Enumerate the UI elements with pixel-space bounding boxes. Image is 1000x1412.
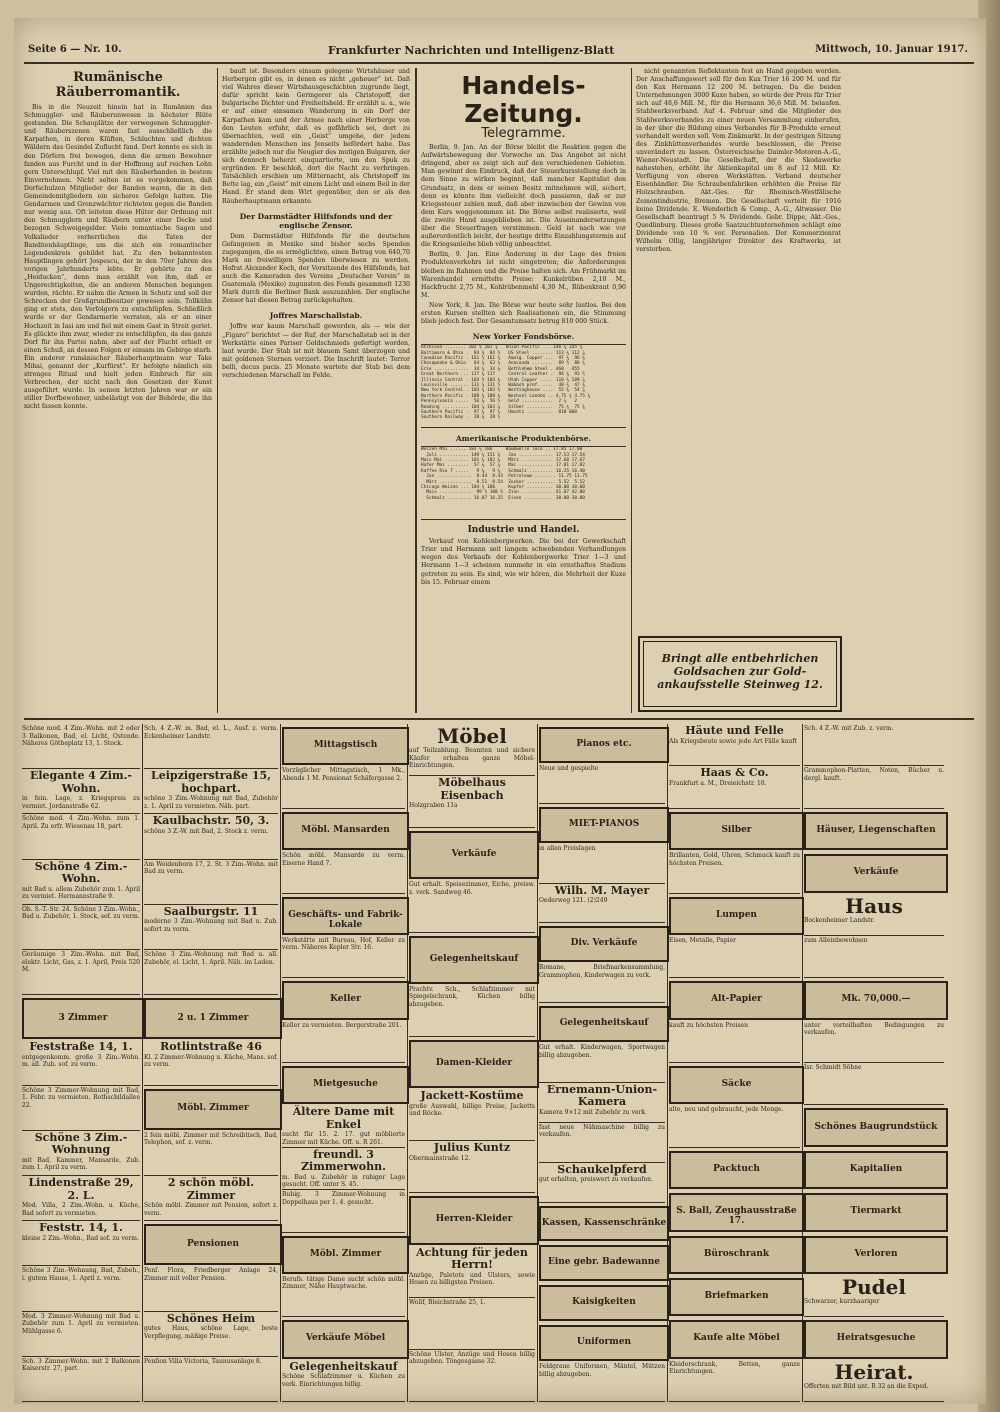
section-title: Industrie und Handel.	[467, 525, 580, 536]
ad-category-label: S. Ball, Zeughausstraße 17.	[676, 1206, 797, 1227]
ad-category-header	[669, 1236, 804, 1274]
ad-category-label: Heiratsgesuche	[836, 1333, 916, 1344]
masthead: Frankfurter Nachrichten und Intelligenz-Blatt	[328, 44, 615, 57]
ad-headline: Julius Kuntz	[433, 1141, 511, 1155]
classified-ad	[539, 764, 665, 804]
classified-ad	[804, 894, 944, 936]
ad-category-header	[669, 897, 804, 935]
classified-ad	[282, 851, 405, 893]
classified-ad	[409, 1350, 535, 1402]
article-title: Rumänische Räuberromantik.	[55, 70, 181, 100]
classified-ad	[409, 1141, 535, 1193]
article-text: New York, 8. Jan. Die Börse war heute sehr lustlos. Bei den ersten Kursen stellten sich Realisationen ein, die Stimmung blieb jedoch fest. Der Gesamtumsatz betrug 810 000 Stück.	[421, 301, 626, 326]
ad-headline: Elegante 4 Zim.-Wohn.	[29, 769, 132, 795]
classified-ad	[539, 963, 665, 1003]
ad-headline: Saalburgstr. 11	[163, 904, 259, 918]
ad-category-header	[539, 1006, 669, 1042]
classified-ad	[409, 985, 535, 1037]
feuilleton-col-1	[24, 68, 212, 713]
classified-ad	[539, 1043, 665, 1083]
classified-ad	[539, 1123, 665, 1163]
page-number: Seite 6 — Nr. 10.	[28, 44, 122, 55]
ad-text: mit Bad, Kammer, Mansarde, Zub. zum 1. April zu verm.	[22, 1156, 140, 1172]
table-title: New Yorker Fondsbörse.	[472, 332, 575, 342]
classified-ad	[804, 1063, 944, 1105]
ad-text: Schöne 3 Zim.-Wohnung, Bad, Zubeh., i. gutem Hause, 1. April z. verm.	[22, 1267, 140, 1282]
ad-category-header	[539, 807, 669, 843]
ad-text: zum Alleinbewohnen	[804, 936, 868, 944]
ad-text: Schöne Ulster, Anzüge und Hosen billig abzugeben. Töngesgasse 32.	[409, 1350, 535, 1366]
ad-category-label: Häuser, Liegenschaften	[816, 824, 936, 835]
classified-ad	[669, 1360, 800, 1402]
ad-text: Ob. S.-T.-Str. 24. Schöne 3 Zim.-Wohn., Bad u. Zubehör, 1. Stock, sof. zu verm.	[22, 905, 140, 921]
article-text: bauft ist. Besonders einsam gelegene Wirtshäuser und Herbergen gibt es, in denen es nicht „geheuer“ ist. Daß viel Wahres dieser Wirtshausgeschichten zugrunde liegt, dafür spricht kein Geringerer als Christopoff, der bulgarische Dichter und Freiheitsheld. Er erzählt u. a., wie er auf einer einsamen Wanderung in ein Dorf der Karpathen kam und der Armee nach einer Herberge von den Leuten erfuhr, daß es gefährlich sei, dort zu übernachten, weil ein „Geist“ umgehe, der jedem wandernden Menschen ins Jenseits befördert habe. Das erzählte jedoch nur die Neugier des mutigen Bulgaren, der sich dennoch beherzt einquartierte, um den Spuk zu ergründen. Er beschloß, dort die Nacht zu verbringen. Tatsächlich erschien um Mitternacht, als Christopoff im Bette lag, ein „Geist“ mit einem Licht und einem Beil in der Hand. Er stand dem Wirt gegenüber, den er als den Räuberhauptmann erkannte.	[222, 68, 410, 205]
ad-text: Sch. 4 Z.-W. mit Zub. z. verm.	[804, 725, 894, 732]
ad-category-label: 2 u. 1 Zimmer	[177, 1012, 249, 1023]
ad-text: Eisen, Metalle, Papier	[669, 936, 737, 944]
ad-text: Neue und gespielte	[539, 764, 599, 772]
ad-text: schöne 3 Zim.-Wohnung mit Bad, Zubehör z. 1. April zu vermieten. Näh. part.	[144, 795, 278, 810]
ad-category-header	[804, 1236, 948, 1274]
classified-ad	[144, 1312, 278, 1357]
classified-ad	[804, 1360, 944, 1402]
ad-category-label: Herren-Kleider	[435, 1214, 513, 1225]
classified-ad	[22, 950, 140, 995]
ad-headline: Wilh. M. Mayer	[554, 883, 650, 897]
classified-ad	[282, 1148, 405, 1190]
article-text: Berlin, 9. Jan. Eine Änderung in der Lage des freien Produktenverkehrs ist nicht eingetreten; die Anforderungen bleiben im Rahmen und die Preise halten sich. Am Frühmarkt im Warenhandel ermittelte Preise: Kunkelrüben 2,10 M., Hackfrucht 2,75 M., Kohlrübenmehl 4,30 M., Rübenkraut 0,90 M.	[421, 251, 626, 299]
ad-category-label: MIET-PIANOS	[568, 818, 640, 829]
classified-ad	[669, 851, 800, 893]
ad-text: Kleiderschrank, Betten, ganze Einrichtungen.	[669, 1360, 800, 1376]
ad-headline: Möbelhaus Eisenbach	[438, 776, 506, 802]
classified-ad	[282, 1360, 405, 1402]
ad-category-header	[409, 1196, 539, 1244]
ad-category-header	[804, 1193, 948, 1231]
col-divider	[280, 724, 281, 1402]
ad-text: Obermainstraße 12.	[409, 1154, 471, 1162]
ad-text: Keller zu vermieten. Bergerstraße 201.	[282, 1021, 402, 1029]
ad-headline: Kaulbachstr. 50, 3.	[152, 814, 270, 828]
ad-headline: Möbel	[437, 724, 507, 748]
ad-category-label: Möbl. Zimmer	[309, 1248, 382, 1259]
col-divider	[217, 68, 218, 713]
ad-text: Mod. Villa, 2 Zim.-Wohn. u. Küche, Bad sofort zu vermieten.	[22, 1202, 140, 1217]
ad-category-label: Kapitalien	[849, 1163, 903, 1174]
article-text: Berlin, 9. Jan. An der Börse bleibt die Reaktion gegen die Aufwärtsbewegung der Vorwoche an. Das Angebot ist nicht dringend, aber es zeigt sich auf den verschiedenen Gebieten. Man gewinnt den Eindruck, daß der Steuerkursstellung doch in dem Sinne zu wirken beginnt, daß mancher Kapitalist den Grundsatz, in dem er seinen Besitz mitnehmen will, sichert, denn es könnte ihm vielleicht doch passieren, daß er zur Kriegssteuer zahlen muß, daß aber inzwischen der Gewinn von dem Kurs weggenommen ist. Die Börse selbst realisierte, weil die zweite Hand ausgeblieben ist. Die Auseinandersetzungen über die Steuerfragen verstimmen. Geld ist nach wie vor außerordentlich leicht, der heutige dritte Einzahlungstermin auf die Kriegsanleihe blieb völlig unbeachtet.	[421, 144, 626, 249]
classified-ad	[22, 1357, 140, 1402]
ad-category-header	[282, 727, 409, 765]
ad-category-label: Mittagstisch	[313, 740, 378, 751]
ad-text: Mod. 3 Zimmer-Wohnung mit Bad u. Zubehör zum 1. April zu vermieten. Mühlgasse 6.	[22, 1312, 140, 1335]
ad-category-label: Alt-Papier	[711, 994, 762, 1005]
article-title: Der Darmstädter Hilfsfonds und der englische Zensor.	[239, 211, 393, 230]
ad-text: Brillanten, Gold, Uhren, Schmuck kauft zu höchsten Preisen.	[669, 852, 800, 867]
ad-text: Offerten mit Bild unt. R 32 an die Exped.	[804, 1382, 929, 1390]
classified-ad	[144, 1357, 278, 1402]
ad-category-header	[804, 981, 948, 1019]
ad-category-label: Pianos etc.	[576, 738, 632, 749]
classified-ad	[539, 1163, 665, 1203]
ad-text: Penſion Villa Victoria, Taunusanlage 8.	[144, 1357, 262, 1365]
ad-text: Prachtv. Sch., Schlafzimmer mit Spiegelschrank, Küchen billig abzugeben.	[409, 985, 535, 1008]
classified-ad	[22, 769, 140, 814]
ad-headline: Feststr. 14, 1.	[39, 1221, 123, 1235]
article-text: Joffre war kaum Marschall geworden, als — wie der „Figaro“ berichtet — der Ruf, der Marschallstab sei in der Werkstätte eines Pariser Goldschmieds gefertigt worden, laut wurde. Der Stab ist mit blauem Samt überzogen und mit goldenen Sternen verziert. Die Inschrift lautet: Terror belli, decus pacis. 25 Monate wartete der Stab bei dem verschiedenen Marschall im Felde.	[222, 323, 410, 379]
ad-text: kauft zu höchsten Preisen	[669, 1021, 748, 1029]
ad-category-header	[539, 926, 669, 962]
classified-ad	[22, 1312, 140, 1357]
ad-text: unter vorteilhaften Bedingungen zu verkaufen.	[804, 1021, 944, 1037]
ad-category-header	[144, 1089, 282, 1130]
ad-category-label: Pensionen	[186, 1238, 240, 1249]
ad-headline: Schönes Heim	[166, 1311, 256, 1325]
ad-category-header	[539, 1245, 669, 1281]
ad-category-header	[669, 1193, 804, 1231]
ad-text: Schöne 3 Zim.-Wohnung mit Bad u. all. Zubehör, el. Licht, 1. April. Näh. im Laden.	[144, 951, 278, 966]
classified-ad	[144, 724, 278, 769]
ad-text: große Auswahl, billige Preise, Jacketts und Röcke.	[409, 1102, 535, 1118]
classified-ad	[144, 814, 278, 859]
ad-headline: freundl. 3 Zimmerwohn.	[301, 1147, 386, 1174]
ad-text: Penſ. Flora, Friedberger Anlage 24, Zimmer mit voller Pension.	[144, 1267, 278, 1282]
feuilleton-col-2	[222, 68, 410, 713]
classified-ad	[539, 1083, 665, 1123]
ad-text: alte, neu und gebraucht, jede Menge.	[669, 1106, 784, 1114]
classified-ad	[22, 814, 140, 859]
ad-text: Frankfurt a. M., Dreieichstr. 10.	[669, 779, 767, 787]
classified-ad	[282, 1190, 405, 1232]
section-title: Handels-Zeitung.	[461, 71, 586, 128]
ad-headline: Ernemann-Union-Kamera	[546, 1082, 658, 1109]
page-header	[28, 44, 968, 60]
ad-text: in allen Preislagen	[539, 844, 596, 852]
ad-category-header	[669, 1278, 804, 1316]
ad-category-header	[282, 1066, 409, 1104]
ad-text: Schön möbl. Zimmer mit Pension, sofort z. verm.	[144, 1202, 278, 1217]
ad-category-header	[409, 1040, 539, 1088]
classified-ad	[669, 1105, 800, 1147]
ad-category-header	[669, 981, 804, 1019]
ad-category-label: Div. Verkäufe	[570, 938, 638, 949]
classified-ad	[669, 936, 800, 978]
classified-ad	[409, 1298, 535, 1350]
ad-text: m. Bad u. Zubehör in ruhiger Lage gesucht. Off. unter S. 45.	[282, 1173, 405, 1189]
classified-ad	[409, 724, 535, 776]
ad-category-label: Gelegenheitskauf	[429, 953, 519, 964]
ad-text: gut erhalten, preiswert zu verkaufen.	[539, 1176, 653, 1184]
ad-category-header	[669, 1066, 804, 1104]
ad-category-label: Lumpen	[716, 909, 757, 920]
classified-ad	[22, 1131, 140, 1176]
issue-date: Mittwoch, 10. Januar 1917.	[815, 44, 968, 55]
classified-ad	[539, 884, 665, 924]
ad-text: Gut erhalt. Kinderwagen, Sportwagen billig abzugeben.	[539, 1044, 665, 1059]
ad-headline: Haus	[845, 893, 903, 918]
classified-ad	[282, 1021, 405, 1063]
ad-category-header	[282, 812, 409, 850]
ad-text: moderne 3 Zim.-Wohnung mit Bad u. Zub. sofort zu verm.	[144, 918, 278, 933]
ad-headline: Leipzigerstraße 15, hochpart.	[150, 769, 272, 795]
produce-table: Weizen Mai ...... 183 ¼ 186 Baumwolle loco .. 17.85 17.80 Juli ........... 149 ⅝ 151 ⅝ Jan ............. 17.53 17.54 Mais Mai ......... 101 ⅝ 102 ⅝ März ............ 17.60 17.67 Hafer Mai ........ 57 ⅛ 57 ⅞ Mai ............. 17.81 17.82 Kaffee Rio 7 ..... 9 ⅜ 9 ⅜ Schmalz ......... 16.25 16.40 Jan ............. 8.44 8.43 Petroleum ........ 11.75 11.75 März ............ 8.51 8.54 Zucker ........... 5.52 5.52 Chicago Weizen ... 184 ¾ 186 Kupfer .......... 30.00 30.00 Mais ............ 99 ½ 100 ½ Zinn ............ 41.87 42.00 Schmalz ......... 16.07 16.25 Eisen ........... 30.00 30.00	[421, 446, 626, 520]
ad-headline: Ältere Dame mit Enkel	[292, 1105, 395, 1131]
ad-text: Schöne 3 Zimmer-Wohnung mit Bad, 1. Febr. zu vermieten. Rothschildallee 22.	[22, 1086, 140, 1109]
ad-category-label: Verloren	[854, 1248, 898, 1259]
classified-ad	[144, 769, 278, 814]
ad-category-label: Mietgesuche	[313, 1079, 378, 1090]
ad-category-header	[409, 936, 539, 984]
ad-category-label: Packtuch	[713, 1163, 760, 1174]
ad-category-header	[539, 1285, 669, 1321]
ad-category-header	[669, 1320, 804, 1358]
ad-text: entgegenkomm. große 3 Zim.-Wohn. m. all. Zub. sof. zu verm.	[22, 1053, 140, 1069]
ad-category-label: Damen-Kleider	[435, 1057, 513, 1068]
classified-ad	[144, 860, 278, 905]
newspaper-page	[14, 18, 986, 1404]
col-divider	[415, 68, 417, 713]
classified-ad	[22, 1176, 140, 1221]
business-col	[636, 68, 841, 628]
gold-appeal-line: ankaufsstelle Steinweg 12.	[657, 678, 823, 691]
ad-category-label: Schönes Baugrundstück	[814, 1121, 938, 1132]
classified-ad	[282, 1105, 405, 1147]
section-subtitle: Telegramme.	[481, 126, 566, 141]
classified-ad	[804, 936, 944, 978]
classified-ad	[409, 1089, 535, 1141]
classified-ad	[669, 1021, 800, 1063]
ad-text: Schöne mod. 4 Zim.-Wohn. zum 1. April. Zu erfr. Wiesenau 18, part.	[22, 815, 140, 830]
ad-category-header	[804, 1151, 948, 1189]
ad-category-header	[144, 1224, 282, 1265]
ad-headline: Schöne 4 Zim.-Wohn.	[34, 859, 128, 886]
classified-ad	[144, 905, 278, 950]
ad-text: Romane, Briefmarkensammlung, Grammophon, Kinderwagen zu verk.	[539, 964, 665, 979]
classified-ad	[144, 1266, 278, 1311]
classified-ad	[804, 1021, 944, 1063]
article-title: Joffres Marschallstab.	[269, 311, 363, 321]
ad-text: sucht für 15. 2. 17. gut möblierte Zimmer mit Küche. Off. u. R 261.	[282, 1131, 405, 1146]
ad-text: 2 fein möbl. Zimmer mit Schreibtisch, Bad, Telephon, sof. z. verm.	[144, 1131, 278, 1147]
col-divider	[142, 724, 143, 1402]
classified-ad	[22, 1221, 140, 1266]
ad-category-label: 3 Zimmer	[58, 1012, 108, 1023]
ad-text: Werkstätte mit Bureau, Hof, Keller zu verm. Näheres Kepler Str. 16.	[282, 936, 405, 952]
ad-text: Geräumige 3 Zim.-Wohn. mit Bad, elektr. Licht, Gas, z. 1. April, Preis 520 M.	[22, 951, 140, 974]
classified-ad	[22, 1086, 140, 1131]
ad-headline: Heirat.	[834, 1359, 914, 1384]
ad-headline: Lindenstraße 29, 2. L.	[28, 1176, 134, 1202]
ad-category-label: Mk. 70,000.—	[841, 994, 911, 1005]
ad-category-label: Briefmarken	[704, 1291, 769, 1302]
ad-category-header	[804, 1320, 948, 1358]
stock-table: Atchison ........ 102 ½ 101 ¾ Union Pacific ... 146 ⅛ 145 ¾ Baltimore & Ohio . 84 ¾ 84 ½ US Steel ........ 113 ¼ 112 ⅞ Canadian Pacific . 161 ½ 161 ¾ Amalg. Copper ... 97 ¼ 96 ⅝ Chesapeake & Ohio 64 ⅛ 63 ¾ Anaconda ........ 89 ½ 88 ¾ Erie ............. 34 ⅝ 34 ¼ Bethlehem Steel . 460 455 Great Northern ... 117 ¼ 117 Central Leather . 94 ⅛ 93 ½ Illinois Central . 104 ½ 104 ¼ Utah Copper ..... 110 ¾ 109 ⅞ Louisville ....... 131 ¾ 131 ½ Wabash pref. .... 48 ¼ 47 ¾ New York Central . 103 ¾ 103 ½ Westinghouse .... 55 ⅝ 54 ⅞ Northern Pacific . 108 ⅝ 108 ¼ Wechsel London .. 4.75 ¾ 4.75 ¾ Pennsylvania ..... 56 ⅝ 56 ½ Geld ............ 2 ¼ 2 Reading .......... 104 ⅞ 103 ⅞ Silber .......... 75 ¼ 75 ⅜ Southern Pacific . 97 ⅝ 97 ¼ Umsatz .......... 810 000 Southern Railway . 28 ⅝ 28 ½	[421, 344, 626, 428]
ad-headline: Jackett-Kostüme	[420, 1089, 524, 1103]
ad-category-header	[282, 1236, 409, 1274]
classified-ad	[22, 860, 140, 905]
ad-headline: Pudel	[842, 1274, 906, 1299]
ad-category-label: Uniformen	[576, 1337, 632, 1348]
ad-category-header	[804, 854, 948, 892]
classified-ad	[144, 950, 278, 995]
classified-ad	[144, 1176, 278, 1221]
ad-category-label: Geschäfts- und Fabrik-Lokale	[288, 909, 403, 930]
gold-appeal-box	[638, 636, 842, 712]
classified-ad	[669, 724, 800, 766]
ad-category-label: Keller	[330, 994, 361, 1005]
ad-headline: Schaukelpferd	[557, 1162, 647, 1176]
ad-text: Vorzüglicher Mittagstisch, 1 Mk., Abends 1 M. Pensionat Schäfergasse 2.	[282, 767, 405, 782]
classified-ad	[144, 1131, 278, 1176]
ad-category-label: Kaisigkeiten	[572, 1297, 636, 1308]
ad-category-label: Möbl. Zimmer	[177, 1103, 249, 1114]
ad-text: Bockenheimer Landstr.	[804, 916, 875, 924]
ad-text: kleine 2 Zim.-Wohn., Bad sof. zu verm.	[22, 1234, 139, 1242]
classified-ad	[144, 1040, 278, 1085]
classified-ad	[409, 880, 535, 932]
table-title: Amerikanische Produktenbörse.	[455, 434, 592, 444]
classified-ad	[539, 844, 665, 884]
classified-ad	[539, 1362, 665, 1402]
ad-text: in fein. Lage, z. Kriegspreis zu vermiet. Jordanstraße 62.	[22, 795, 140, 810]
ad-category-header	[669, 812, 804, 850]
handels-col	[421, 68, 626, 713]
ad-text: Grammophon-Platten, Noten, Bücher u. dergl. kauft.	[804, 767, 944, 782]
ad-category-label: Verkäufe Möbel	[305, 1333, 386, 1344]
ad-text: Anzüge, Paletots und Ulsters, sowie Hosen zu billigsten Preisen.	[409, 1271, 535, 1287]
ad-text: mit Bad u. allem Zubehör zum 1. April zu vermiet. Hermannstraße 9.	[22, 885, 140, 901]
ad-headline: Haas & Co.	[700, 766, 769, 780]
classified-ad	[409, 1246, 535, 1298]
ad-category-label: Eine gebr. Badewanne	[547, 1257, 661, 1268]
ad-category-header	[409, 831, 539, 879]
ad-category-header	[804, 812, 948, 850]
ad-text: schöne 3 Z.-W. mit Bad, 2. Stock z. verm.	[144, 827, 269, 835]
classified-ad	[804, 724, 944, 766]
classified-ad	[282, 936, 405, 978]
ad-category-header	[282, 981, 409, 1019]
classified-ad	[804, 766, 944, 808]
ad-text: Kl. 2 Zimmer-Wohnung u. Küche, Mans. sof. zu verm.	[144, 1053, 278, 1069]
ad-headline: Gelegenheitskauf	[289, 1359, 398, 1373]
ad-category-header	[804, 1108, 948, 1146]
classified-ad	[669, 766, 800, 808]
classified-ad	[282, 1275, 405, 1317]
ad-category-label: Silber	[721, 824, 752, 835]
ad-text: Sch. 4 Z.-W. m. Bad, el. L., Ausf. z. verm. Eckenheimer Landstr.	[144, 725, 278, 740]
ad-text: Gut erhalt. Speisezimmer, Eiche, preisw. z. verk. Sandweg 46.	[409, 881, 535, 897]
ad-category-header	[539, 1325, 669, 1361]
classified-ad	[409, 776, 535, 828]
article-text: Bis in die Neuzeit hinein hat in Rumänien das Schmuggler- und Räuberunwesen in höchster Blüte gestanden. Die Schauplätze der verwegenen Schmuggler- und Räuberszenen waren fast ausschließlich die Karpathen, in deren Klüften, Schluchten und dichten Wäldern das Gesindel Zuflucht fand. Dort konnte es sich in den Dörfern frei bewegen, denn die armen Bewohner fanden aus Furcht und in der Hoffnung auf reichen Lohn gern Unterschlupf. Viel mit den Räuberbanden in bestem Einvernehmen. Nicht selten ist es vorgekommen, daß Dorfschulzen Mitglieder der Banden waren, die in den Gemeindemitgliedern ein sicheres Gefolge hatten. Die Gendarmen und Grenzwächter richteten gegen die Banden nur wenig aus. Oft leiteten diese Hüter der Ordnung mit den Schmugglern und Räubern unter einer Decke und bezogen Schweigegelder. Viele romantische Sagen und Volkslieder verherrlichen die Taten der Banditenhäuptlinge, um die sich ein romantischer Legendenkreis gebildet hat. Zu den bekanntesten Hauptlingen gehört Jospescu, der in den 70er Jahren des vorigen Jahrhunderts lebte. Er gehörte zu den „Heiducken“, denn man erzählt von ihm, daß er Ungerechtigkeiten, die an anderen Menschen begangen wurden, rächte. Er nahm die Armen in Schutz und soll der Schrecken der Großgrundbesitzer gewesen sein. Tollkühn ging er stets, den Verfolgern zu entschlüpfen. Schließlich wurde er der Gendarmerie verraten, als er an einer Hochzeit in Iasi am und fiel mit einem Gast in Streit geriet. Es glückte ihm zwar, wieder zu entschlüpfen, da das ganze Dorf für ihn Partei nahm, aber auf der Flucht erhielt er einen Schuß, an dessen Folgen er einsam im Gebirge starb. Ein anderer rumänischer Räuberhauptmann war Take Mihai, genannt der „Kurfürst“. Er befolgte nämlich ein strenges Ritual und hielt jeden Einbruch für ein Verbrechen, der nicht nach den Gesetzen der Kunst ausgeführt wurde. In seinen letzten Jahren war er ein stiller Dorfbewohner, unbelästigt von der Behörde, die ihn nicht fassen konnte.	[24, 104, 212, 411]
ad-text: Oederweg 121. (2)249	[539, 897, 608, 905]
ad-category-header	[282, 1320, 409, 1358]
classified-ad	[22, 1266, 140, 1311]
ad-text: Schön möbl. Mansarde zu verm. Eiserne Hand 7.	[282, 852, 405, 867]
ad-text: Holzgraben 11a	[409, 802, 458, 810]
article-text: nicht genannten Reflektanten fest an Hand gegeben worden. Der Anschaffungswert soll für den Kux Trier 16 200 M. und für den Kux Hermann 12 200 M. betragen. Da die beiden Unternehmungen 3000 Kuxe haben, so würde der Preis für Trier sich auf 48,6 Mill. M., für die Hermann 36,6 Mill. M. belaufen. Stahlwerksverband. Auf 4. Februar sind die Mitglieder des Stahlwerksverbandes zu einer neuen Versammlung einberufen, in der über die Bildung eines Verbandes für B-Produkte erneut verhandelt werden soll. Vom Zinkmarkt. In der gestrigen Sitzung des Zinkhüttenverbandes wurde beschlossen, die Preise unverändert zu lassen. Österreichische Daimler-Motoren-A.-G., Wiener-Neustadt. Die Gesellschaft, der die Skodawerke nahestehen, erhöht ihr Aktienkapital um 8 auf 12 Mill. Kr. Verfügung von oberen Werkstätten. Verband deutscher Eisenhändler. Die Schraubenfabriken erhöhten die Preise für Holzschrauben. Akt.-Ges. für Rheinisch-Westfälische Zementindustrie, Bremen. Die Gesellschaft verteilt für 1916 keine Dividende. E. Wenderlich & Comp., A.-G., Altwasser. Die Gesellschaft beantragt 5 % Dividende. Gebr. Dippe, Akt.-Ges., Quedlinburg. Dieses große Saatzuchtunternehmen schlägt eine Dividende von 10 % vor. Personalien. Der Kommerzienrat Wilhelm Ollig, langjähriger Direktor des Kraftwerks, ist verstorben.	[636, 68, 841, 254]
ad-text: Isr. Schmidt Söhne	[804, 1064, 862, 1071]
ad-text: Als Kriegsbeute sowie jede Art Fälle kauft	[669, 737, 797, 745]
ad-text: Ruhig. 3 Zimmer-Wohnung in Doppelhaus per 1. 4. gesucht.	[282, 1191, 405, 1206]
ad-category-header	[282, 897, 409, 935]
header-rule	[24, 62, 974, 64]
ad-category-label: Verkäufe	[853, 867, 899, 878]
ad-text: Schöne mod. 4 Zim.-Wohn. mit 2 oder 3 Balkonen, Bad, el. Licht, Ostende. Näheres Götheplatz 13, 1. Stock.	[22, 725, 140, 748]
ad-category-label: Kaufe alte Möbel	[693, 1333, 780, 1344]
ad-text: Sch. 3 Zimmer-Wohn. mit 2 Balkonen Kaiserstr. 27, part.	[22, 1357, 140, 1373]
ad-text: Kamera 9×12 mit Zubehör zu verk.	[539, 1108, 647, 1116]
ad-category-label: Möbl. Mansarden	[301, 824, 390, 835]
ad-category-label: Verkäufe	[451, 849, 497, 860]
article-text: Dem Darmstädter Hilfsfonds für die deutschen Gefangenen in Mexiko sind bisher sechs Spenden zugegangen, die es ermöglichten, einen Betrag von 640,70 Mark an freiwilligen Spenden überwiesen zu werden. Hofrat Alexander Koch, der Vorsitzende des Hilfsfonds, bat auch die Kameraden des Vereins „Deutscher Verein“ in Guatemala (Mexiko) zugunsten des Fonds gesammelt 1230 Mark durch die Berliner Bank auszuzahlen. Der englische Zensor hat diesen Betrag zurückgehalten.	[222, 232, 410, 305]
section-rule	[24, 718, 974, 720]
ad-text: fast neue Nähmaschine billig zu verkaufen.	[539, 1123, 665, 1139]
ad-headline: Häute und Felle	[685, 724, 784, 737]
ad-headline: Rotlintstraße 46	[160, 1040, 262, 1054]
ad-category-header	[539, 1206, 669, 1242]
ad-category-label: Säcke	[721, 1079, 752, 1090]
ad-category-label: Kassen, Kassenschränke	[541, 1217, 667, 1228]
ad-category-header	[22, 998, 144, 1039]
classified-ad	[282, 766, 405, 808]
col-divider	[631, 68, 632, 713]
ad-text: gutes Haus, schöne Lage, beste Verpflegung, mäßige Preise.	[144, 1325, 278, 1340]
ad-category-header	[539, 727, 669, 763]
ad-category-label: Gelegenheitskauf	[559, 1018, 649, 1029]
ad-category-header	[144, 998, 282, 1039]
ad-text: Schöne Schlafzimmer u. Küchen zu verk. Einrichtungen billig.	[282, 1373, 405, 1388]
ad-text: Wollf, Bleichstraße 25, 1.	[409, 1298, 486, 1306]
classified-ad	[22, 1040, 140, 1085]
ad-headline: Achtung für jeden Herrn!	[416, 1245, 528, 1272]
gold-appeal-line: Goldsachen zur Gold-	[673, 665, 807, 678]
ad-headline: Schöne 3 Zim.-Wohnung	[34, 1130, 128, 1157]
ad-text: Feldgraue Uniformen, Mäntel, Mützen billig abzugeben.	[539, 1363, 665, 1378]
ad-text: Am Weidenborn 17, 2. St. 3 Zim.-Wohn. mit Bad zu verm.	[144, 860, 278, 876]
ad-text: Berufs. tätige Dame sucht schön möbl. Zimmer, Nähe Hauptwache.	[282, 1275, 405, 1291]
ad-text: auf Teilzahlung. Beamten und sichere Käufer erhalten ganze Möbel-Einrichtungen.	[409, 747, 535, 770]
ad-category-label: Tiermarkt	[850, 1206, 902, 1217]
gold-appeal-line: Bringt alle entbehrlichen	[661, 652, 819, 665]
ad-category-header	[669, 1151, 804, 1189]
ad-headline: Feststraße 14, 1.	[29, 1040, 133, 1054]
ad-category-label: Büroschrank	[703, 1248, 770, 1259]
ad-headline: 2 schön möbl. Zimmer	[167, 1176, 255, 1202]
classified-ad	[22, 724, 140, 769]
ad-text: Schwarzer, kurzhaariger	[804, 1297, 880, 1305]
classified-ad	[804, 1275, 944, 1317]
article-text: Verkauf von Kohlenbergwerken. Die bei der Gewerkschaft Trier und Hermann seit langem schwebenden Verhandlungen wegen des Verkaufs der Kohlenbergwerke Trier 1—3 und Hermann 1—3 scheinen nunmehr in ein ernsthaftes Stadium getreten zu sein. Es sind, wie wir hören, die Mehrheit der Kuxe bis 15. Februar einem	[421, 538, 626, 586]
classified-ad	[22, 905, 140, 950]
